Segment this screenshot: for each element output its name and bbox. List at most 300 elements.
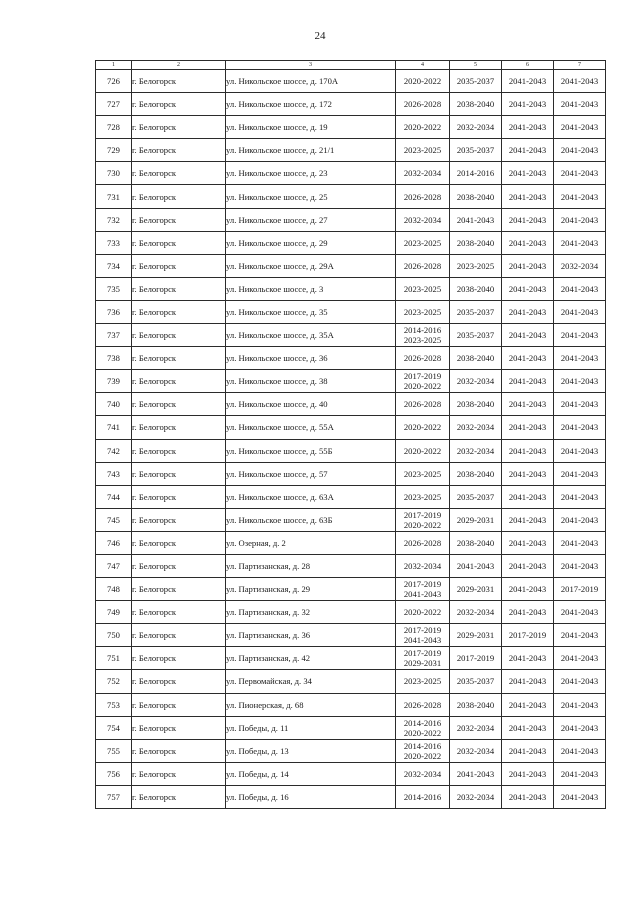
- table-row: [96, 762, 606, 785]
- table-row: [96, 370, 606, 393]
- period-1-cell: [396, 116, 450, 139]
- period-3-cell: 2041-2043: [502, 139, 554, 162]
- period-1-second-value: 2020-2022: [403, 381, 442, 392]
- page-number: 24: [314, 30, 326, 42]
- period-2-cell: 2041-2043: [450, 762, 502, 785]
- period-1-value: 2023-2025: [403, 237, 442, 248]
- period-3-cell: 2041-2043: [502, 670, 554, 693]
- city-cell: г. Белогорск: [132, 277, 226, 300]
- address-cell: ул. Партизанская, д. 28: [226, 554, 396, 577]
- period-2-cell: 2029-2031: [450, 624, 502, 647]
- period-1-second-value: 2023-2025: [403, 335, 442, 346]
- period-2-cell: 2035-2037: [450, 324, 502, 347]
- period-4-cell: 2041-2043: [554, 347, 606, 370]
- city-cell: г. Белогорск: [132, 185, 226, 208]
- period-1-cell: [396, 208, 450, 231]
- period-2-cell: 2029-2031: [450, 508, 502, 531]
- row-number-cell: 744: [96, 485, 132, 508]
- city-cell: г. Белогорск: [132, 300, 226, 323]
- period-4-cell: 2041-2043: [554, 554, 606, 577]
- address-cell: ул. Никольское шоссе, д. 63А: [226, 485, 396, 508]
- period-3-cell: 2041-2043: [502, 416, 554, 439]
- period-3-cell: 2041-2043: [502, 254, 554, 277]
- period-1-cell: [396, 393, 450, 416]
- table-row: [96, 277, 606, 300]
- period-3-cell: 2041-2043: [502, 231, 554, 254]
- period-2-cell: 2032-2034: [450, 739, 502, 762]
- period-3-cell: 2041-2043: [502, 393, 554, 416]
- period-1-cell: [396, 93, 450, 116]
- table-row: [96, 416, 606, 439]
- period-2-cell: 2038-2040: [450, 93, 502, 116]
- period-4-cell: 2041-2043: [554, 277, 606, 300]
- period-1-cell: [396, 578, 450, 601]
- period-1-value: 2026-2028: [403, 353, 442, 364]
- address-cell: ул. Партизанская, д. 42: [226, 647, 396, 670]
- city-cell: г. Белогорск: [132, 254, 226, 277]
- period-3-cell: 2041-2043: [502, 578, 554, 601]
- period-1-value: 2020-2022: [403, 422, 442, 433]
- period-1-value: 2020-2022: [403, 122, 442, 133]
- row-number-cell: 751: [96, 647, 132, 670]
- period-2-cell: 2038-2040: [450, 277, 502, 300]
- period-3-cell: 2041-2043: [502, 601, 554, 624]
- period-1-second-value: 2041-2043: [403, 635, 442, 646]
- period-1-cell: [396, 624, 450, 647]
- row-number-cell: 748: [96, 578, 132, 601]
- address-cell: ул. Никольское шоссе, д. 38: [226, 370, 396, 393]
- row-number-cell: 741: [96, 416, 132, 439]
- period-4-cell: 2041-2043: [554, 693, 606, 716]
- period-3-cell: 2041-2043: [502, 485, 554, 508]
- period-4-cell: 2041-2043: [554, 116, 606, 139]
- city-cell: г. Белогорск: [132, 762, 226, 785]
- period-3-cell: 2041-2043: [502, 554, 554, 577]
- city-cell: г. Белогорск: [132, 508, 226, 531]
- row-number-cell: 729: [96, 139, 132, 162]
- address-cell: ул. Никольское шоссе, д. 40: [226, 393, 396, 416]
- period-3-cell: 2041-2043: [502, 531, 554, 554]
- table-row: [96, 254, 606, 277]
- table-row: [96, 531, 606, 554]
- row-number-cell: 727: [96, 93, 132, 116]
- period-4-cell: 2041-2043: [554, 231, 606, 254]
- period-1-second-value: 2020-2022: [403, 750, 442, 761]
- period-3-cell: 2041-2043: [502, 739, 554, 762]
- address-cell: ул. Никольское шоссе, д. 29А: [226, 254, 396, 277]
- table-row: [96, 462, 606, 485]
- address-cell: ул. Никольское шоссе, д. 172: [226, 93, 396, 116]
- period-2-cell: 2038-2040: [450, 393, 502, 416]
- row-number-cell: 726: [96, 70, 132, 93]
- table-row: [96, 139, 606, 162]
- period-1-cell: [396, 231, 450, 254]
- period-1-value: 2014-2016: [403, 791, 442, 802]
- table-row: [96, 578, 606, 601]
- period-3-cell: 2041-2043: [502, 370, 554, 393]
- period-3-cell: 2041-2043: [502, 277, 554, 300]
- city-cell: г. Белогорск: [132, 601, 226, 624]
- period-1-value: 2026-2028: [403, 260, 442, 271]
- period-1-value: 2023-2025: [403, 491, 442, 502]
- city-cell: г. Белогорск: [132, 416, 226, 439]
- table-row: [96, 324, 606, 347]
- period-1-value: 2026-2028: [403, 537, 442, 548]
- period-1-cell: [396, 347, 450, 370]
- period-3-cell: 2041-2043: [502, 70, 554, 93]
- city-cell: г. Белогорск: [132, 785, 226, 808]
- period-2-cell: 2029-2031: [450, 578, 502, 601]
- table-row: [96, 485, 606, 508]
- period-1-cell: [396, 485, 450, 508]
- city-cell: г. Белогорск: [132, 531, 226, 554]
- city-cell: г. Белогорск: [132, 578, 226, 601]
- row-number-cell: 732: [96, 208, 132, 231]
- table-row: [96, 300, 606, 323]
- period-1-cell: [396, 416, 450, 439]
- column-number-header: 3: [226, 61, 396, 70]
- period-2-cell: 2038-2040: [450, 347, 502, 370]
- period-1-cell: [396, 254, 450, 277]
- period-1-value: 2032-2034: [403, 214, 442, 225]
- period-2-cell: 2032-2034: [450, 716, 502, 739]
- schedule-table: [95, 60, 606, 809]
- table-row: [96, 93, 606, 116]
- address-cell: ул. Озерная, д. 2: [226, 531, 396, 554]
- period-4-cell: 2041-2043: [554, 485, 606, 508]
- period-1-value: 2020-2022: [403, 445, 442, 456]
- address-cell: ул. Никольское шоссе, д. 55Б: [226, 439, 396, 462]
- period-3-cell: 2041-2043: [502, 439, 554, 462]
- period-4-cell: 2041-2043: [554, 624, 606, 647]
- table-row: [96, 624, 606, 647]
- column-number-header: 6: [502, 61, 554, 70]
- city-cell: г. Белогорск: [132, 670, 226, 693]
- city-cell: г. Белогорск: [132, 116, 226, 139]
- row-number-cell: 754: [96, 716, 132, 739]
- city-cell: г. Белогорск: [132, 693, 226, 716]
- period-3-cell: 2041-2043: [502, 785, 554, 808]
- city-cell: г. Белогорск: [132, 139, 226, 162]
- period-3-cell: 2041-2043: [502, 185, 554, 208]
- table-row: [96, 670, 606, 693]
- city-cell: г. Белогорск: [132, 624, 226, 647]
- period-4-cell: 2041-2043: [554, 601, 606, 624]
- period-3-cell: 2041-2043: [502, 116, 554, 139]
- period-1-value: 2020-2022: [403, 76, 442, 87]
- period-2-cell: 2038-2040: [450, 531, 502, 554]
- row-number-cell: 736: [96, 300, 132, 323]
- column-number-header: 2: [132, 61, 226, 70]
- table-row: [96, 601, 606, 624]
- period-1-second-value: 2020-2022: [403, 519, 442, 530]
- table-row: [96, 739, 606, 762]
- period-1-value: 2017-2019: [403, 371, 442, 382]
- address-cell: ул. Никольское шоссе, д. 63Б: [226, 508, 396, 531]
- city-cell: г. Белогорск: [132, 462, 226, 485]
- period-2-cell: 2032-2034: [450, 116, 502, 139]
- period-1-cell: [396, 670, 450, 693]
- period-1-cell: [396, 785, 450, 808]
- row-number-cell: 749: [96, 601, 132, 624]
- period-1-value: 2014-2016: [403, 740, 442, 751]
- period-4-cell: 2041-2043: [554, 300, 606, 323]
- period-1-cell: [396, 162, 450, 185]
- row-number-cell: 728: [96, 116, 132, 139]
- period-4-cell: 2041-2043: [554, 393, 606, 416]
- period-1-value: 2026-2028: [403, 699, 442, 710]
- city-cell: г. Белогорск: [132, 647, 226, 670]
- period-4-cell: 2041-2043: [554, 508, 606, 531]
- period-1-cell: [396, 277, 450, 300]
- period-1-value: 2017-2019: [403, 579, 442, 590]
- address-cell: ул. Партизанская, д. 32: [226, 601, 396, 624]
- row-number-cell: 747: [96, 554, 132, 577]
- column-number-row: [96, 61, 606, 70]
- period-4-cell: 2041-2043: [554, 139, 606, 162]
- period-2-cell: 2038-2040: [450, 185, 502, 208]
- column-number-header: 1: [96, 61, 132, 70]
- period-2-cell: 2032-2034: [450, 785, 502, 808]
- table-row: [96, 185, 606, 208]
- period-4-cell: 2041-2043: [554, 93, 606, 116]
- period-2-cell: 2014-2016: [450, 162, 502, 185]
- period-1-cell: [396, 185, 450, 208]
- period-4-cell: 2041-2043: [554, 647, 606, 670]
- table-row: [96, 393, 606, 416]
- address-cell: ул. Никольское шоссе, д. 36: [226, 347, 396, 370]
- row-number-cell: 745: [96, 508, 132, 531]
- column-number-header: 7: [554, 61, 606, 70]
- period-3-cell: 2041-2043: [502, 300, 554, 323]
- address-cell: ул. Никольское шоссе, д. 57: [226, 462, 396, 485]
- city-cell: г. Белогорск: [132, 439, 226, 462]
- city-cell: г. Белогорск: [132, 324, 226, 347]
- period-1-cell: [396, 647, 450, 670]
- period-1-cell: [396, 693, 450, 716]
- period-2-cell: 2038-2040: [450, 231, 502, 254]
- address-cell: ул. Победы, д. 14: [226, 762, 396, 785]
- period-4-cell: 2041-2043: [554, 70, 606, 93]
- period-1-cell: [396, 324, 450, 347]
- city-cell: г. Белогорск: [132, 70, 226, 93]
- period-2-cell: 2038-2040: [450, 693, 502, 716]
- period-1-second-value: 2020-2022: [403, 727, 442, 738]
- city-cell: г. Белогорск: [132, 739, 226, 762]
- period-3-cell: 2041-2043: [502, 508, 554, 531]
- address-cell: ул. Никольское шоссе, д. 23: [226, 162, 396, 185]
- period-3-cell: 2041-2043: [502, 762, 554, 785]
- period-1-value: 2020-2022: [403, 607, 442, 618]
- address-cell: ул. Никольское шоссе, д. 27: [226, 208, 396, 231]
- period-4-cell: 2041-2043: [554, 785, 606, 808]
- period-1-value: 2032-2034: [403, 561, 442, 572]
- row-number-cell: 742: [96, 439, 132, 462]
- table-row: [96, 785, 606, 808]
- period-1-value: 2017-2019: [403, 648, 442, 659]
- period-3-cell: 2041-2043: [502, 208, 554, 231]
- period-3-cell: 2041-2043: [502, 716, 554, 739]
- table-row: [96, 439, 606, 462]
- period-2-cell: 2023-2025: [450, 254, 502, 277]
- address-cell: ул. Никольское шоссе, д. 3: [226, 277, 396, 300]
- period-1-cell: [396, 762, 450, 785]
- period-4-cell: 2032-2034: [554, 254, 606, 277]
- period-3-cell: 2041-2043: [502, 647, 554, 670]
- period-2-cell: 2035-2037: [450, 139, 502, 162]
- table-row: [96, 647, 606, 670]
- period-2-cell: 2032-2034: [450, 416, 502, 439]
- period-1-value: 2032-2034: [403, 168, 442, 179]
- row-number-cell: 750: [96, 624, 132, 647]
- period-1-value: 2026-2028: [403, 99, 442, 110]
- period-2-cell: 2041-2043: [450, 554, 502, 577]
- period-4-cell: 2041-2043: [554, 439, 606, 462]
- period-4-cell: 2041-2043: [554, 670, 606, 693]
- period-1-value: 2023-2025: [403, 676, 442, 687]
- city-cell: г. Белогорск: [132, 231, 226, 254]
- address-cell: ул. Никольское шоссе, д. 35А: [226, 324, 396, 347]
- row-number-cell: 737: [96, 324, 132, 347]
- period-1-cell: [396, 508, 450, 531]
- row-number-cell: 743: [96, 462, 132, 485]
- period-1-second-value: 2029-2031: [403, 658, 442, 669]
- table-row: [96, 554, 606, 577]
- city-cell: г. Белогорск: [132, 162, 226, 185]
- period-2-cell: 2032-2034: [450, 601, 502, 624]
- period-3-cell: 2041-2043: [502, 324, 554, 347]
- address-cell: ул. Партизанская, д. 36: [226, 624, 396, 647]
- row-number-cell: 739: [96, 370, 132, 393]
- row-number-cell: 740: [96, 393, 132, 416]
- period-1-cell: [396, 370, 450, 393]
- period-1-cell: [396, 601, 450, 624]
- city-cell: г. Белогорск: [132, 716, 226, 739]
- row-number-cell: 735: [96, 277, 132, 300]
- period-1-value: 2023-2025: [403, 283, 442, 294]
- period-1-second-value: 2041-2043: [403, 589, 442, 600]
- period-3-cell: 2041-2043: [502, 93, 554, 116]
- address-cell: ул. Никольское шоссе, д. 170А: [226, 70, 396, 93]
- row-number-cell: 757: [96, 785, 132, 808]
- city-cell: г. Белогорск: [132, 347, 226, 370]
- period-1-cell: [396, 554, 450, 577]
- address-cell: ул. Победы, д. 11: [226, 716, 396, 739]
- period-2-cell: 2032-2034: [450, 439, 502, 462]
- address-cell: ул. Первомайская, д. 34: [226, 670, 396, 693]
- city-cell: г. Белогорск: [132, 554, 226, 577]
- row-number-cell: 730: [96, 162, 132, 185]
- period-4-cell: 2017-2019: [554, 578, 606, 601]
- period-1-value: 2017-2019: [403, 625, 442, 636]
- period-2-cell: 2032-2034: [450, 370, 502, 393]
- table-row: [96, 508, 606, 531]
- row-number-cell: 733: [96, 231, 132, 254]
- table-row: [96, 208, 606, 231]
- period-2-cell: 2035-2037: [450, 670, 502, 693]
- period-4-cell: 2041-2043: [554, 162, 606, 185]
- row-number-cell: 753: [96, 693, 132, 716]
- address-cell: ул. Никольское шоссе, д. 25: [226, 185, 396, 208]
- table-row: [96, 693, 606, 716]
- column-number-header: 4: [396, 61, 450, 70]
- city-cell: г. Белогорск: [132, 208, 226, 231]
- period-3-cell: 2041-2043: [502, 693, 554, 716]
- period-3-cell: 2041-2043: [502, 462, 554, 485]
- period-3-cell: 2041-2043: [502, 347, 554, 370]
- table-row: [96, 347, 606, 370]
- period-1-cell: [396, 462, 450, 485]
- period-1-cell: [396, 531, 450, 554]
- period-4-cell: 2041-2043: [554, 739, 606, 762]
- period-1-value: 2032-2034: [403, 768, 442, 779]
- period-4-cell: 2041-2043: [554, 208, 606, 231]
- period-1-cell: [396, 439, 450, 462]
- period-2-cell: 2038-2040: [450, 462, 502, 485]
- address-cell: ул. Пионерская, д. 68: [226, 693, 396, 716]
- table-row: [96, 716, 606, 739]
- column-number-header: 5: [450, 61, 502, 70]
- row-number-cell: 746: [96, 531, 132, 554]
- period-4-cell: 2041-2043: [554, 716, 606, 739]
- period-3-cell: 2041-2043: [502, 162, 554, 185]
- period-1-value: 2023-2025: [403, 145, 442, 156]
- period-1-cell: [396, 739, 450, 762]
- address-cell: ул. Победы, д. 16: [226, 785, 396, 808]
- period-1-value: 2014-2016: [403, 325, 442, 336]
- period-4-cell: 2041-2043: [554, 762, 606, 785]
- period-4-cell: 2041-2043: [554, 462, 606, 485]
- address-cell: ул. Никольское шоссе, д. 21/1: [226, 139, 396, 162]
- address-cell: ул. Победы, д. 13: [226, 739, 396, 762]
- address-cell: ул. Никольское шоссе, д. 29: [226, 231, 396, 254]
- period-1-cell: [396, 139, 450, 162]
- address-cell: ул. Партизанская, д. 29: [226, 578, 396, 601]
- period-2-cell: 2035-2037: [450, 485, 502, 508]
- table-row: [96, 231, 606, 254]
- period-4-cell: 2041-2043: [554, 416, 606, 439]
- city-cell: г. Белогорск: [132, 485, 226, 508]
- period-1-value: 2023-2025: [403, 306, 442, 317]
- period-1-value: 2017-2019: [403, 509, 442, 520]
- period-4-cell: 2041-2043: [554, 370, 606, 393]
- row-number-cell: 755: [96, 739, 132, 762]
- address-cell: ул. Никольское шоссе, д. 19: [226, 116, 396, 139]
- city-cell: г. Белогорск: [132, 93, 226, 116]
- period-1-cell: [396, 300, 450, 323]
- period-4-cell: 2041-2043: [554, 185, 606, 208]
- period-3-cell: 2017-2019: [502, 624, 554, 647]
- city-cell: г. Белогорск: [132, 393, 226, 416]
- row-number-cell: 752: [96, 670, 132, 693]
- period-1-value: 2023-2025: [403, 468, 442, 479]
- period-4-cell: 2041-2043: [554, 531, 606, 554]
- row-number-cell: 734: [96, 254, 132, 277]
- city-cell: г. Белогорск: [132, 370, 226, 393]
- row-number-cell: 756: [96, 762, 132, 785]
- period-4-cell: 2041-2043: [554, 324, 606, 347]
- row-number-cell: 731: [96, 185, 132, 208]
- address-cell: ул. Никольское шоссе, д. 35: [226, 300, 396, 323]
- table-row: [96, 116, 606, 139]
- period-1-cell: [396, 716, 450, 739]
- period-1-cell: [396, 70, 450, 93]
- period-2-cell: 2035-2037: [450, 70, 502, 93]
- period-2-cell: 2017-2019: [450, 647, 502, 670]
- address-cell: ул. Никольское шоссе, д. 55А: [226, 416, 396, 439]
- period-2-cell: 2041-2043: [450, 208, 502, 231]
- table-row: [96, 162, 606, 185]
